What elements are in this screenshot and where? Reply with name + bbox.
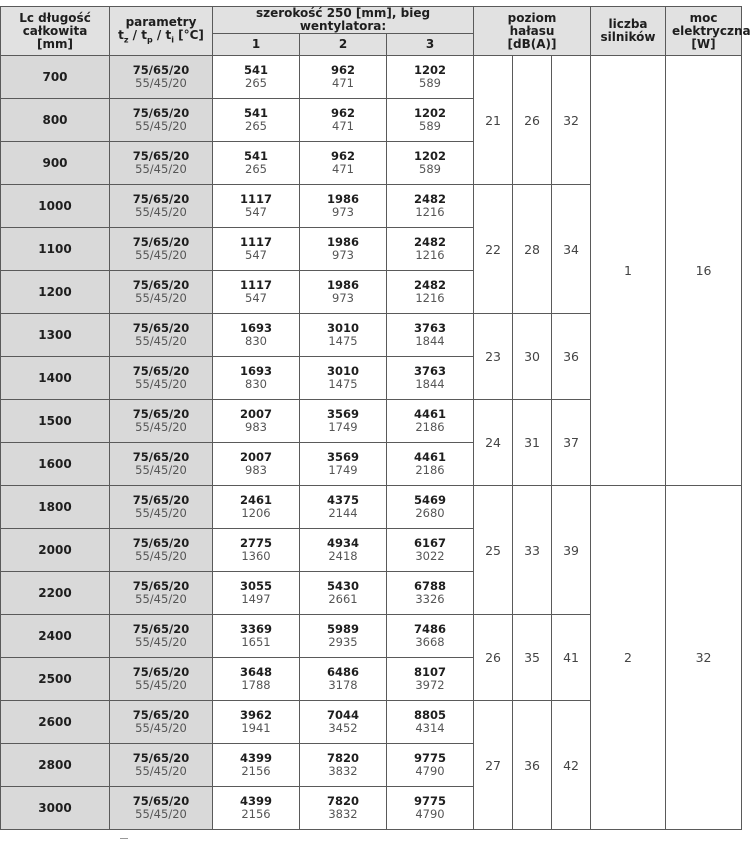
params-cell [110,787,213,830]
params-top: 75/65/20 [132,794,190,808]
power-cell: 32 [666,486,742,830]
output-cell-speed-2 [300,486,387,529]
output-low: 3452 [328,721,358,735]
output-high: 8805 [414,708,447,722]
lc-cell: 1200 [1,271,110,314]
params-bottom: 55/45/20 [135,678,187,692]
output-high: 5989 [326,622,359,636]
output-low: 471 [332,76,354,90]
params-top: 75/65/20 [132,63,190,77]
lc-cell: 1300 [1,314,110,357]
output-low: 547 [245,248,267,262]
lc-cell: 1500 [1,400,110,443]
output-cell-speed-2 [300,443,387,486]
output-cell-speed-2 [300,228,387,271]
output-high: 3055 [239,579,272,593]
output-cell-speed-3 [387,744,474,787]
output-high: 2007 [239,407,272,421]
output-high: 4399 [239,751,272,765]
table-row [1,56,742,99]
output-cell-speed-3 [387,185,474,228]
params-cell [110,56,213,99]
output-low: 1206 [241,506,271,520]
noise-cell-speed-3: 37 [552,400,591,486]
output-high: 541 [243,106,268,120]
noise-cell-speed-2: 36 [513,701,552,830]
params-cell [110,357,213,400]
output-high: 2461 [239,493,272,507]
output-low: 1216 [415,205,445,219]
table-row [1,486,742,529]
output-high: 7820 [326,794,359,808]
heater-spec-table [0,6,751,830]
params-bottom: 55/45/20 [135,721,187,735]
params-bottom: 55/45/20 [135,334,187,348]
output-cell-speed-1 [213,271,300,314]
params-bottom: 55/45/20 [135,807,187,821]
output-low: 1749 [328,463,358,477]
output-high: 2482 [414,192,447,206]
params-cell [110,314,213,357]
output-high: 1202 [414,106,447,120]
output-high: 4934 [326,536,359,550]
output-low: 3972 [415,678,445,692]
params-bottom: 55/45/20 [135,420,187,434]
params-top: 75/65/20 [132,235,190,249]
params-top: 75/65/20 [132,106,190,120]
output-cell-speed-1 [213,486,300,529]
params-bottom: 55/45/20 [135,463,187,477]
lc-cell: 1000 [1,185,110,228]
params-cell [110,572,213,615]
params-bottom: 55/45/20 [135,549,187,563]
output-low: 2661 [328,592,358,606]
output-cell-speed-2 [300,529,387,572]
noise-cell-speed-1: 21 [474,56,513,185]
header-params [110,7,213,56]
output-low: 2156 [241,764,271,778]
output-cell-speed-3 [387,99,474,142]
params-bottom: 55/45/20 [135,764,187,778]
header-motors [591,7,666,56]
output-low: 973 [332,248,354,262]
noise-cell-speed-1: 25 [474,486,513,615]
output-low: 589 [419,76,441,90]
header-motors-text: liczba silników [600,17,656,44]
output-cell-speed-1 [213,572,300,615]
lc-cell: 2500 [1,658,110,701]
output-high: 962 [330,63,355,77]
header-speed-2: 2 [300,34,387,56]
noise-cell-speed-1: 24 [474,400,513,486]
output-high: 1202 [414,149,447,163]
output-cell-speed-2 [300,99,387,142]
output-cell-speed-1 [213,56,300,99]
output-cell-speed-1 [213,615,300,658]
noise-cell-speed-2: 28 [513,185,552,314]
params-top: 75/65/20 [132,321,190,335]
params-bottom: 55/45/20 [135,119,187,133]
output-low: 3022 [415,549,445,563]
output-cell-speed-2 [300,314,387,357]
noise-cell-speed-3: 36 [552,314,591,400]
output-low: 589 [419,119,441,133]
output-low: 2935 [328,635,358,649]
output-low: 1497 [241,592,271,606]
output-high: 3763 [414,364,447,378]
output-cell-speed-3 [387,228,474,271]
output-high: 4375 [326,493,359,507]
header-width-group: szerokość 250 [mm], bieg wentylatora: [213,7,474,34]
params-top: 75/65/20 [132,364,190,378]
output-low: 1788 [241,678,271,692]
lc-cell: 2600 [1,701,110,744]
params-top: 75/65/20 [132,278,190,292]
header-lc-text: Lc długość całkowita [mm] [19,10,91,51]
output-cell-speed-3 [387,271,474,314]
output-high: 2482 [414,235,447,249]
params-top: 75/65/20 [132,751,190,765]
output-cell-speed-1 [213,185,300,228]
params-bottom: 55/45/20 [135,248,187,262]
output-high: 541 [243,63,268,77]
params-top: 75/65/20 [132,192,190,206]
output-cell-speed-1 [213,142,300,185]
output-low: 973 [332,205,354,219]
params-bottom: 55/45/20 [135,291,187,305]
table-body [1,56,742,830]
output-high: 6486 [326,665,359,679]
output-cell-speed-3 [387,486,474,529]
output-high: 962 [330,149,355,163]
output-high: 1693 [239,321,272,335]
lc-cell: 2800 [1,744,110,787]
output-low: 4314 [415,721,445,735]
params-cell [110,615,213,658]
output-cell-speed-1 [213,658,300,701]
output-cell-speed-2 [300,357,387,400]
output-low: 1216 [415,248,445,262]
params-cell [110,529,213,572]
output-cell-speed-3 [387,56,474,99]
params-cell [110,443,213,486]
output-cell-speed-1 [213,529,300,572]
motors-cell: 2 [591,486,666,830]
output-cell-speed-2 [300,185,387,228]
output-low: 1475 [328,377,358,391]
output-high: 8107 [414,665,447,679]
output-cell-speed-3 [387,314,474,357]
header-params-title: parametry [125,14,197,29]
footnote-mark [120,838,128,843]
params-top: 75/65/20 [132,407,190,421]
output-low: 2186 [415,463,445,477]
header-lc [1,7,110,56]
params-cell [110,400,213,443]
output-cell-speed-1 [213,701,300,744]
output-high: 4461 [414,450,447,464]
output-high: 5430 [326,579,359,593]
params-top: 75/65/20 [132,450,190,464]
output-cell-speed-3 [387,400,474,443]
output-cell-speed-1 [213,443,300,486]
noise-cell-speed-3: 32 [552,56,591,185]
output-high: 9775 [414,751,447,765]
output-cell-speed-1 [213,314,300,357]
output-low: 1475 [328,334,358,348]
output-cell-speed-3 [387,787,474,830]
output-cell-speed-1 [213,400,300,443]
noise-cell-speed-1: 27 [474,701,513,830]
output-high: 962 [330,106,355,120]
output-high: 1986 [326,235,359,249]
output-high: 9775 [414,794,447,808]
params-top: 75/65/20 [132,665,190,679]
noise-cell-speed-3: 39 [552,486,591,615]
params-cell [110,142,213,185]
output-low: 1749 [328,420,358,434]
lc-cell: 1800 [1,486,110,529]
header-speed-1: 1 [213,34,300,56]
lc-cell: 3000 [1,787,110,830]
output-high: 3648 [239,665,272,679]
motors-cell: 1 [591,56,666,486]
params-cell [110,658,213,701]
header-power-text: moc elektryczna [W] [672,10,751,51]
params-cell [110,271,213,314]
lc-cell: 700 [1,56,110,99]
output-low: 1651 [241,635,271,649]
params-bottom: 55/45/20 [135,162,187,176]
noise-cell-speed-2: 30 [513,314,552,400]
output-low: 2186 [415,420,445,434]
lc-cell: 1400 [1,357,110,400]
output-low: 830 [245,377,267,391]
noise-cell-speed-1: 26 [474,615,513,701]
output-low: 265 [245,76,267,90]
output-high: 1202 [414,63,447,77]
output-low: 547 [245,291,267,305]
output-high: 1117 [239,192,272,206]
output-low: 589 [419,162,441,176]
output-cell-speed-1 [213,228,300,271]
lc-cell: 1600 [1,443,110,486]
output-low: 2156 [241,807,271,821]
noise-cell-speed-1: 22 [474,185,513,314]
output-low: 983 [245,463,267,477]
output-cell-speed-3 [387,658,474,701]
output-high: 1693 [239,364,272,378]
params-top: 75/65/20 [132,622,190,636]
output-high: 2007 [239,450,272,464]
output-low: 2144 [328,506,358,520]
output-low: 4790 [415,764,445,778]
output-cell-speed-2 [300,658,387,701]
lc-cell: 2000 [1,529,110,572]
params-cell [110,99,213,142]
output-cell-speed-3 [387,701,474,744]
output-high: 3962 [239,708,272,722]
power-cell: 16 [666,56,742,486]
params-bottom: 55/45/20 [135,506,187,520]
params-bottom: 55/45/20 [135,592,187,606]
noise-cell-speed-1: 23 [474,314,513,400]
output-cell-speed-1 [213,357,300,400]
output-high: 2482 [414,278,447,292]
params-top: 75/65/20 [132,149,190,163]
params-top: 75/65/20 [132,493,190,507]
output-high: 1986 [326,192,359,206]
output-low: 265 [245,162,267,176]
header-noise-text: poziom hałasu [dB(A)] [507,10,557,51]
output-high: 6167 [414,536,447,550]
output-high: 3569 [326,450,359,464]
params-cell [110,744,213,787]
output-high: 1117 [239,278,272,292]
output-cell-speed-2 [300,701,387,744]
output-high: 7044 [326,708,359,722]
output-low: 1941 [241,721,271,735]
output-low: 2418 [328,549,358,563]
output-high: 7820 [326,751,359,765]
noise-cell-speed-2: 33 [513,486,552,615]
output-cell-speed-3 [387,142,474,185]
output-low: 3326 [415,592,445,606]
params-cell [110,701,213,744]
output-low: 547 [245,205,267,219]
output-low: 1360 [241,549,271,563]
output-low: 2680 [415,506,445,520]
noise-cell-speed-2: 31 [513,400,552,486]
output-cell-speed-3 [387,572,474,615]
output-high: 6788 [414,579,447,593]
noise-cell-speed-3: 42 [552,701,591,830]
output-cell-speed-2 [300,142,387,185]
output-low: 983 [245,420,267,434]
header-power [666,7,751,56]
header-speed-3: 3 [387,34,474,56]
output-cell-speed-2 [300,271,387,314]
output-high: 1986 [326,278,359,292]
header-params-units: $t_z / t_p / t_i$ [°C] [118,27,204,45]
params-cell [110,185,213,228]
output-high: 1117 [239,235,272,249]
params-bottom: 55/45/20 [135,635,187,649]
params-bottom: 55/45/20 [135,205,187,219]
output-cell-speed-3 [387,529,474,572]
lc-cell: 800 [1,99,110,142]
lc-cell: 2400 [1,615,110,658]
output-cell-speed-2 [300,744,387,787]
lc-cell: 900 [1,142,110,185]
output-high: 7486 [414,622,447,636]
output-high: 4461 [414,407,447,421]
params-top: 75/65/20 [132,579,190,593]
noise-cell-speed-3: 41 [552,615,591,701]
output-cell-speed-1 [213,787,300,830]
params-bottom: 55/45/20 [135,377,187,391]
output-high: 3010 [326,321,359,335]
output-low: 1844 [415,334,445,348]
output-low: 4790 [415,807,445,821]
output-low: 471 [332,119,354,133]
output-cell-speed-2 [300,56,387,99]
output-high: 3569 [326,407,359,421]
params-top: 75/65/20 [132,536,190,550]
output-low: 830 [245,334,267,348]
output-cell-speed-2 [300,400,387,443]
output-low: 1844 [415,377,445,391]
params-cell [110,228,213,271]
output-cell-speed-3 [387,615,474,658]
output-low: 265 [245,119,267,133]
output-cell-speed-2 [300,615,387,658]
output-low: 471 [332,162,354,176]
output-high: 4399 [239,794,272,808]
params-top: 75/65/20 [132,708,190,722]
output-cell-speed-3 [387,443,474,486]
output-cell-speed-1 [213,99,300,142]
output-high: 2775 [239,536,272,550]
output-low: 3668 [415,635,445,649]
output-high: 3763 [414,321,447,335]
output-high: 3010 [326,364,359,378]
output-cell-speed-2 [300,787,387,830]
output-low: 1216 [415,291,445,305]
lc-cell: 2200 [1,572,110,615]
output-low: 973 [332,291,354,305]
output-high: 5469 [414,493,447,507]
output-high: 3369 [239,622,272,636]
output-cell-speed-3 [387,357,474,400]
header-noise [474,7,591,56]
params-cell [110,486,213,529]
noise-cell-speed-2: 35 [513,615,552,701]
output-high: 541 [243,149,268,163]
noise-cell-speed-2: 26 [513,56,552,185]
params-bottom: 55/45/20 [135,76,187,90]
lc-cell: 1100 [1,228,110,271]
output-low: 3832 [328,807,358,821]
output-low: 3178 [328,678,358,692]
noise-cell-speed-3: 34 [552,185,591,314]
output-cell-speed-1 [213,744,300,787]
output-cell-speed-2 [300,572,387,615]
output-low: 3832 [328,764,358,778]
